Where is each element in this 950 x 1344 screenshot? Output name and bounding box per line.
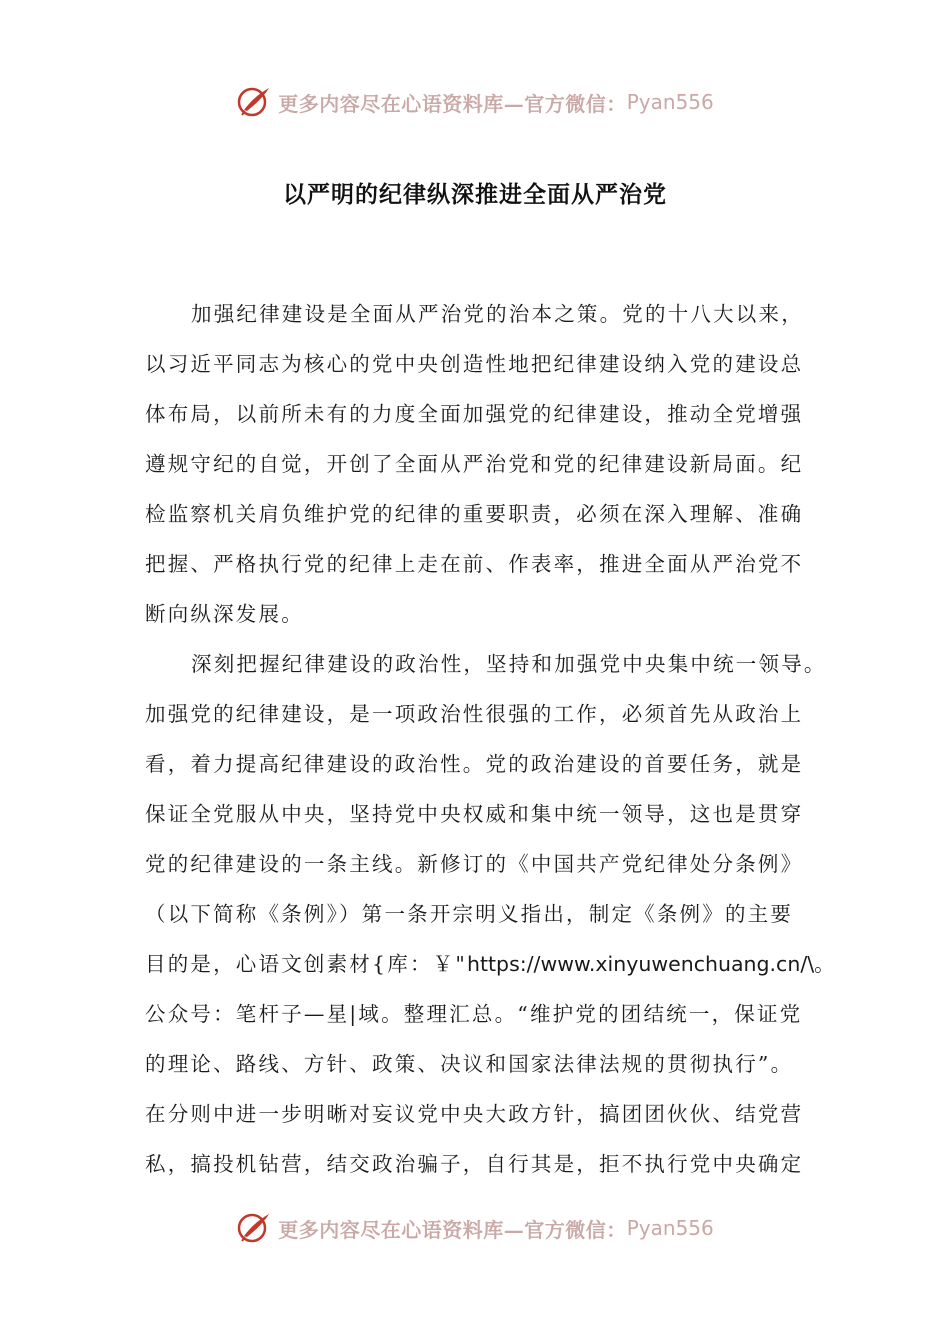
text-line: 检监察机关肩负维护党的纪律的重要职责，必须在深入理解、准确 — [145, 502, 804, 526]
footer-banner — [0, 1206, 950, 1250]
banner-separator-text: —官方微信： — [503, 1217, 627, 1242]
text-line: 把握、严格执行党的纪律上走在前、作表率，推进全面从严治党不 — [145, 552, 804, 576]
banner-brand-text: 更多内容尽在心语资料库 — [278, 1217, 504, 1242]
banner-brand-text: 更多内容尽在心语资料库 — [278, 91, 504, 116]
banner-separator-text: —官方微信： — [503, 91, 627, 116]
document-body — [145, 289, 845, 1189]
text-line: （以下简称《条例》）第一条开宗明义指出，制定《条例》的主要 — [145, 902, 794, 926]
document-title: 以严明的纪律纵深推进全面从严治党 — [283, 182, 667, 208]
text-line: 私，搞投机钻营，结交政治骗子，自行其是，拒不执行党中央确定 — [145, 1152, 804, 1176]
text-line: 的理论、路线、方针、政策、决议和国家法律法规的贯彻执行”。 — [145, 1052, 794, 1076]
text-line-prefix: 目的是，心语文创素材{库：￥" — [145, 952, 467, 976]
text-line: 在分则中进一步明晰对妄议党中央大政方针，搞团团伙伙、结党营 — [145, 1102, 804, 1126]
url-fragment: https://www.xinyuwenchuang.cn/\。 — [466, 952, 835, 976]
text-line: 加强党的纪律建设，是一项政治性很强的工作，必须首先从政治上 — [145, 702, 804, 726]
text-line-with-url — [145, 939, 845, 989]
text-line: 公众号：笔杆子—星|域。整理汇总。“维护党的团结统一，保证党 — [145, 1002, 803, 1026]
banner-wechat-id: Pyan556 — [626, 1216, 714, 1240]
text-line: 深刻把握纪律建设的政治性，坚持和加强党中央集中统一领导。 — [191, 652, 827, 676]
text-line: 体布局，以前所未有的力度全面加强党的纪律建设，推动全党增强 — [145, 402, 804, 426]
header-banner — [0, 80, 950, 124]
text-line: 看，着力提高纪律建设的政治性。党的政治建设的首要任务，就是 — [145, 752, 804, 776]
text-line: 遵规守纪的自觉，开创了全面从严治党和党的纪律建设新局面。纪 — [145, 452, 804, 476]
text-line: 加强纪律建设是全面从严治党的治本之策。党的十八大以来， — [191, 302, 804, 326]
text-line: 党的纪律建设的一条主线。新修订的《中国共产党纪律处分条例》 — [145, 852, 804, 876]
text-line: 以习近平同志为核心的党中央创造性地把纪律建设纳入党的建设总 — [145, 352, 804, 376]
text-line: 保证全党服从中央，坚持党中央权威和集中统一领导，这也是贯穿 — [145, 802, 804, 826]
quill-pen-logo-icon — [236, 1210, 272, 1246]
text-line: 断向纵深发展。 — [145, 602, 304, 626]
banner-wechat-id: Pyan556 — [626, 90, 714, 114]
quill-pen-logo-icon — [236, 84, 272, 120]
